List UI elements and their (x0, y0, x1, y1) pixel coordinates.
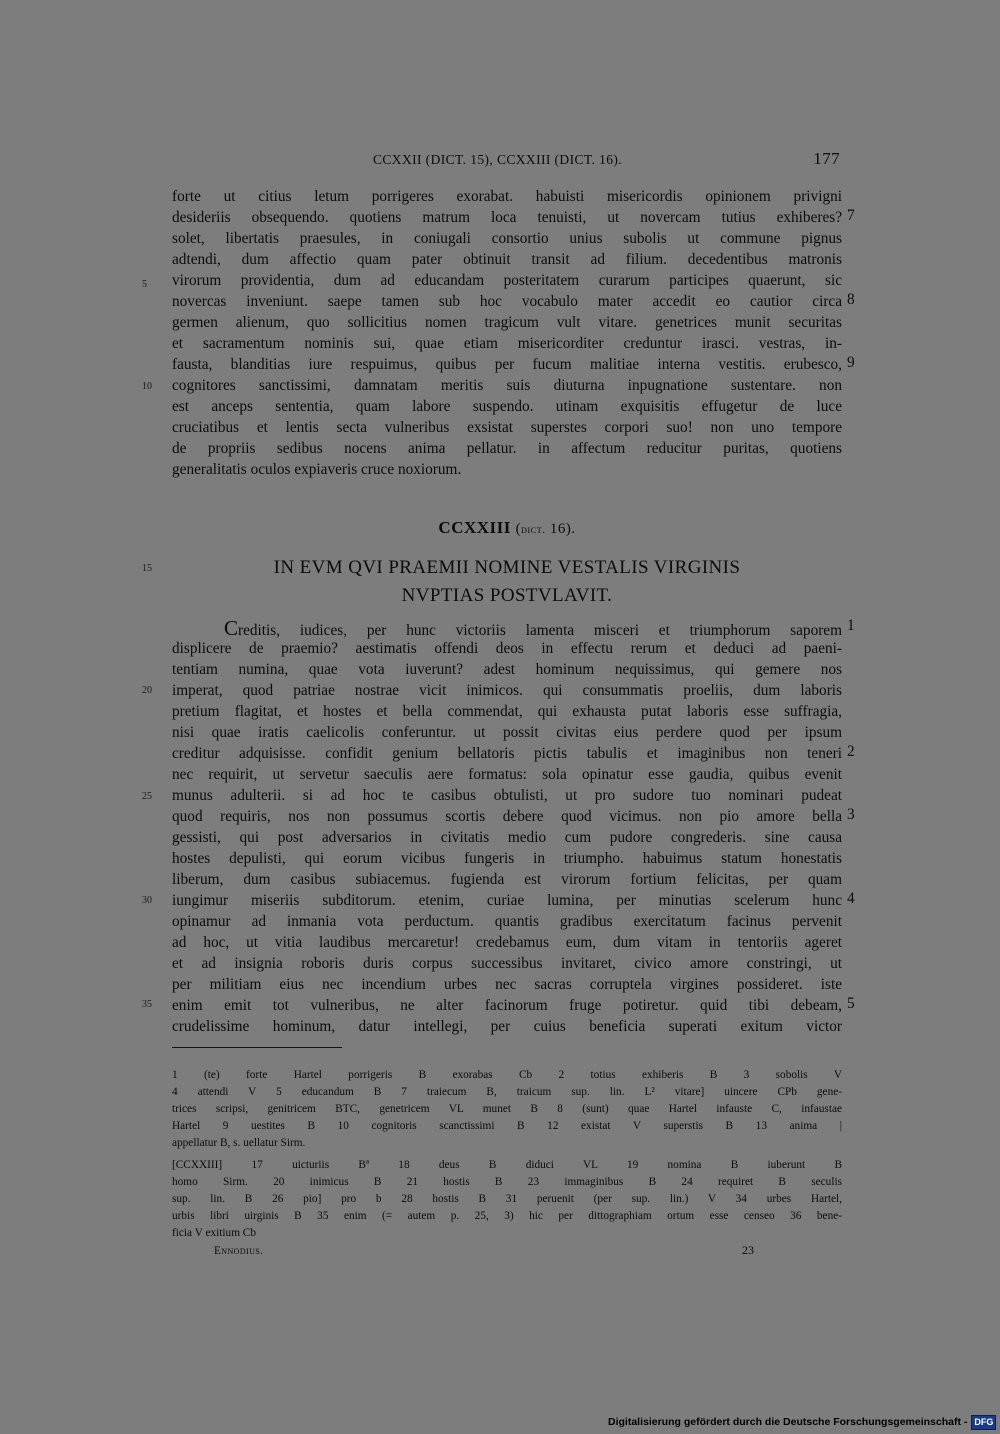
text-line: displicere de praemio? aestimatis offendi deos in effectu rerum et deduci ad paeni- (172, 640, 842, 657)
text-line: gessisti, qui post adversarios in civitatis medio cum pudore congrederis. sine causa (172, 829, 842, 846)
text-line: ad hoc, ut vitia laudibus mercaretur! credebamus eum, dum vitam in tentoriis ageret (172, 934, 842, 951)
text-line: liberum, dum casibus subiacemus. fugienda est virorum fortium felicitas, per quam (172, 871, 842, 888)
footnote-line: appellatur B, s. uellatur Sirm. (172, 1137, 306, 1149)
section-number: 1 (847, 617, 855, 634)
line-number: 5 (142, 279, 147, 290)
text-line: forte ut citius letum porrigeres exorabat. habuisti misericordis opinionem privigni (172, 188, 842, 205)
footnote-line: trices scripsi, genitricem BTC, genetricem VL munet B 8 (sunt) quae Hartel infauste C, infaustae (172, 1103, 842, 1115)
section-number: 2 (847, 743, 855, 760)
text-line: generalitatis oculos expiaveris cruce noxiorum. (172, 461, 462, 478)
section-title-line2: NVPTIAS POSTVLAVIT. (401, 585, 613, 606)
footnote-line: 1 (te) forte Hartel porrigeris B exorabas Cb 2 totius exhiberis B 3 sobolis V (172, 1069, 842, 1081)
text-line: nec requirit, ut servetur saeculis aere formatus: sola opinatur esse gaudia, quibus evenit (172, 766, 842, 783)
text-line: nisi quae iratis caelicolis conferuntur. ut possit civitas eius perdere quod per ipsum (172, 724, 842, 741)
text-line: virorum providentia, dum ad educandam posteritatem curarum participes quaerunt, sic (172, 272, 842, 289)
section-number: 7 (847, 207, 855, 224)
line-number: 35 (142, 999, 152, 1010)
section-heading (172, 518, 842, 542)
line-number: 10 (142, 381, 152, 392)
section-number: 9 (847, 354, 855, 371)
text-line: adtendi, dum affectio quam pater obtinuit transit ad filium. decedentibus matronis (172, 251, 842, 268)
page-number: 177 (813, 149, 840, 168)
footnote-line: [CCXXIII] 17 uicturiis Bª 18 deus B diduci VL 19 nomina B iuberunt B (172, 1159, 842, 1171)
footnote-line: Hartel 9 uestites B 10 cognitoris scanctissimi B 12 existat V superstis B 13 anima | (172, 1120, 842, 1132)
text-line: hostes depulisti, qui eorum vicibus fungeris in triumpho. habuimus statum honestatis (172, 850, 842, 867)
text-line: et sacramentum nominis sui, quae etiam misericorditer creduntur irasci. vestras, in- (172, 335, 842, 352)
text-line: per militiam eius nec incendium urbes nec sacras corruptela virgines possideret. iste (172, 976, 842, 993)
footnote-line: urbis libri uirginis B 35 enim (= autem p. 25, 3) hic per dittographiam ortum esse censeo 36 bene- (172, 1210, 842, 1222)
text-line: creditur adquisisse. confidit genium bellatoris pictis tabulis et imaginibus non teneri (172, 745, 842, 762)
text-line: de propriis sedibus nocens anima pellatur. in affectum reducitur puritas, quotiens (172, 440, 842, 457)
dfg-banner (608, 1414, 996, 1430)
text-line: germen alienum, quo sollicitius nomen tragicum vult vitare. genetrices munit securitas (172, 314, 842, 331)
text-line: cruciatibus et lentis secta vulneribus exsistat superstes corpori suo! non uno tempore (172, 419, 842, 436)
text-line: et ad insignia roboris duris corpus successibus invitaret, civico amore constringi, ut (172, 955, 842, 972)
signature-number: 23 (742, 1243, 754, 1257)
text-line: imperat, quod patriae nostrae vicit inimicos. qui consummatis proeliis, dum laboris (172, 682, 842, 699)
section-number-heading: CCXXIII (438, 518, 511, 537)
text-line: fausta, blanditias iure respuimus, quibus per fucum malitiae interna vestitis. erubesco, (172, 356, 842, 373)
running-title: CCXXII (DICT. 15), CCXXIII (DICT. 16). (373, 152, 623, 167)
running-head (300, 149, 840, 172)
section-number: 4 (847, 890, 855, 907)
dfg-banner-text: Digitalisierung gefördert durch die Deutsche Forschungsgemeinschaft - (608, 1416, 968, 1428)
signature-author: Ennodius. (214, 1245, 264, 1257)
footnote-line: homo Sirm. 20 inimicus B 21 hostis B 23 immaginibus B 24 requiret B seculis (172, 1176, 842, 1188)
line-number: 15 (142, 563, 152, 574)
footnote-line: ficia V exitium Cb (172, 1227, 256, 1239)
section-number: 3 (847, 806, 855, 823)
footnote-line: sup. lin. B 26 pio] pro b 28 hostis B 31 peruenit (per sup. lin.) V 34 urbes Hartel, (172, 1193, 842, 1205)
line-number: 25 (142, 791, 152, 802)
footnote-line: 4 attendi V 5 educandum B 7 traiecum B, traicum sup. lin. L² vitare] uincere CPb gene- (172, 1086, 842, 1098)
section-number: 8 (847, 291, 855, 308)
text-line: cognitores sanctissimi, damnatam meritis suis diuturna inpugnatione sustentare. non (172, 377, 842, 394)
dropcap: C (224, 616, 239, 640)
dfg-logo-icon: DFG (971, 1415, 996, 1430)
text-line: novercas inveniunt. saepe tamen sub hoc vocabulo mater accedit eo cautior circa (172, 293, 842, 310)
text-line: enim emit tot vulneribus, ne alter facinorum fruge potiretur. quid tibi debeam, (172, 997, 842, 1014)
text-line: iungimur miseriis subditorum. etenim, curiae lumina, per minutias scelerum hunc (172, 892, 842, 909)
text-line: tentiam numina, quae vota iuverunt? adest hominum nequissimus, qui gemere nos (172, 661, 842, 678)
text-line: munus adulterii. si ad hoc te casibus obtulisti, ut pro sudore tuo nominari pudeat (172, 787, 842, 804)
section-title-line1: IN EVM QVI PRAEMII NOMINE VESTALIS VIRGINIS (273, 557, 741, 578)
section-number: 5 (847, 995, 855, 1012)
text-line: opinamur ad inmania vota perductum. quantis gradibus exercitatum facinus pervenit (172, 913, 842, 930)
text-line: pretium flagitat, et hostes et bella commendat, qui exhausta putat laboris esse suffragia, (172, 703, 842, 720)
text-line: crudelissime hominum, datur intellegi, per cuius beneficia superati exitum victor (172, 1018, 842, 1035)
text-line: est anceps sententia, quam labore suspendo. utinam exquisitis effugetur de luce (172, 398, 842, 415)
line-number: 30 (142, 895, 152, 906)
text-line: solet, libertatis praesules, in coniugali consortio unius subolis ut commune pignus (172, 230, 842, 247)
text-line: quod requiris, nos non possumus scortis debere quod vicimus. non pio amore bella (172, 808, 842, 825)
text-line: desideriis obsequendo. quotiens matrum loca tenuisti, ut novercam tutius exhiberes? (172, 209, 842, 226)
first-text-line: Creditis, iudices, per hunc victoriis lamenta misceri et triumphorum saporem (224, 616, 842, 640)
line-number: 20 (142, 685, 152, 696)
dict-label: (dict. 16). (515, 521, 576, 537)
footnote-rule (172, 1047, 342, 1048)
